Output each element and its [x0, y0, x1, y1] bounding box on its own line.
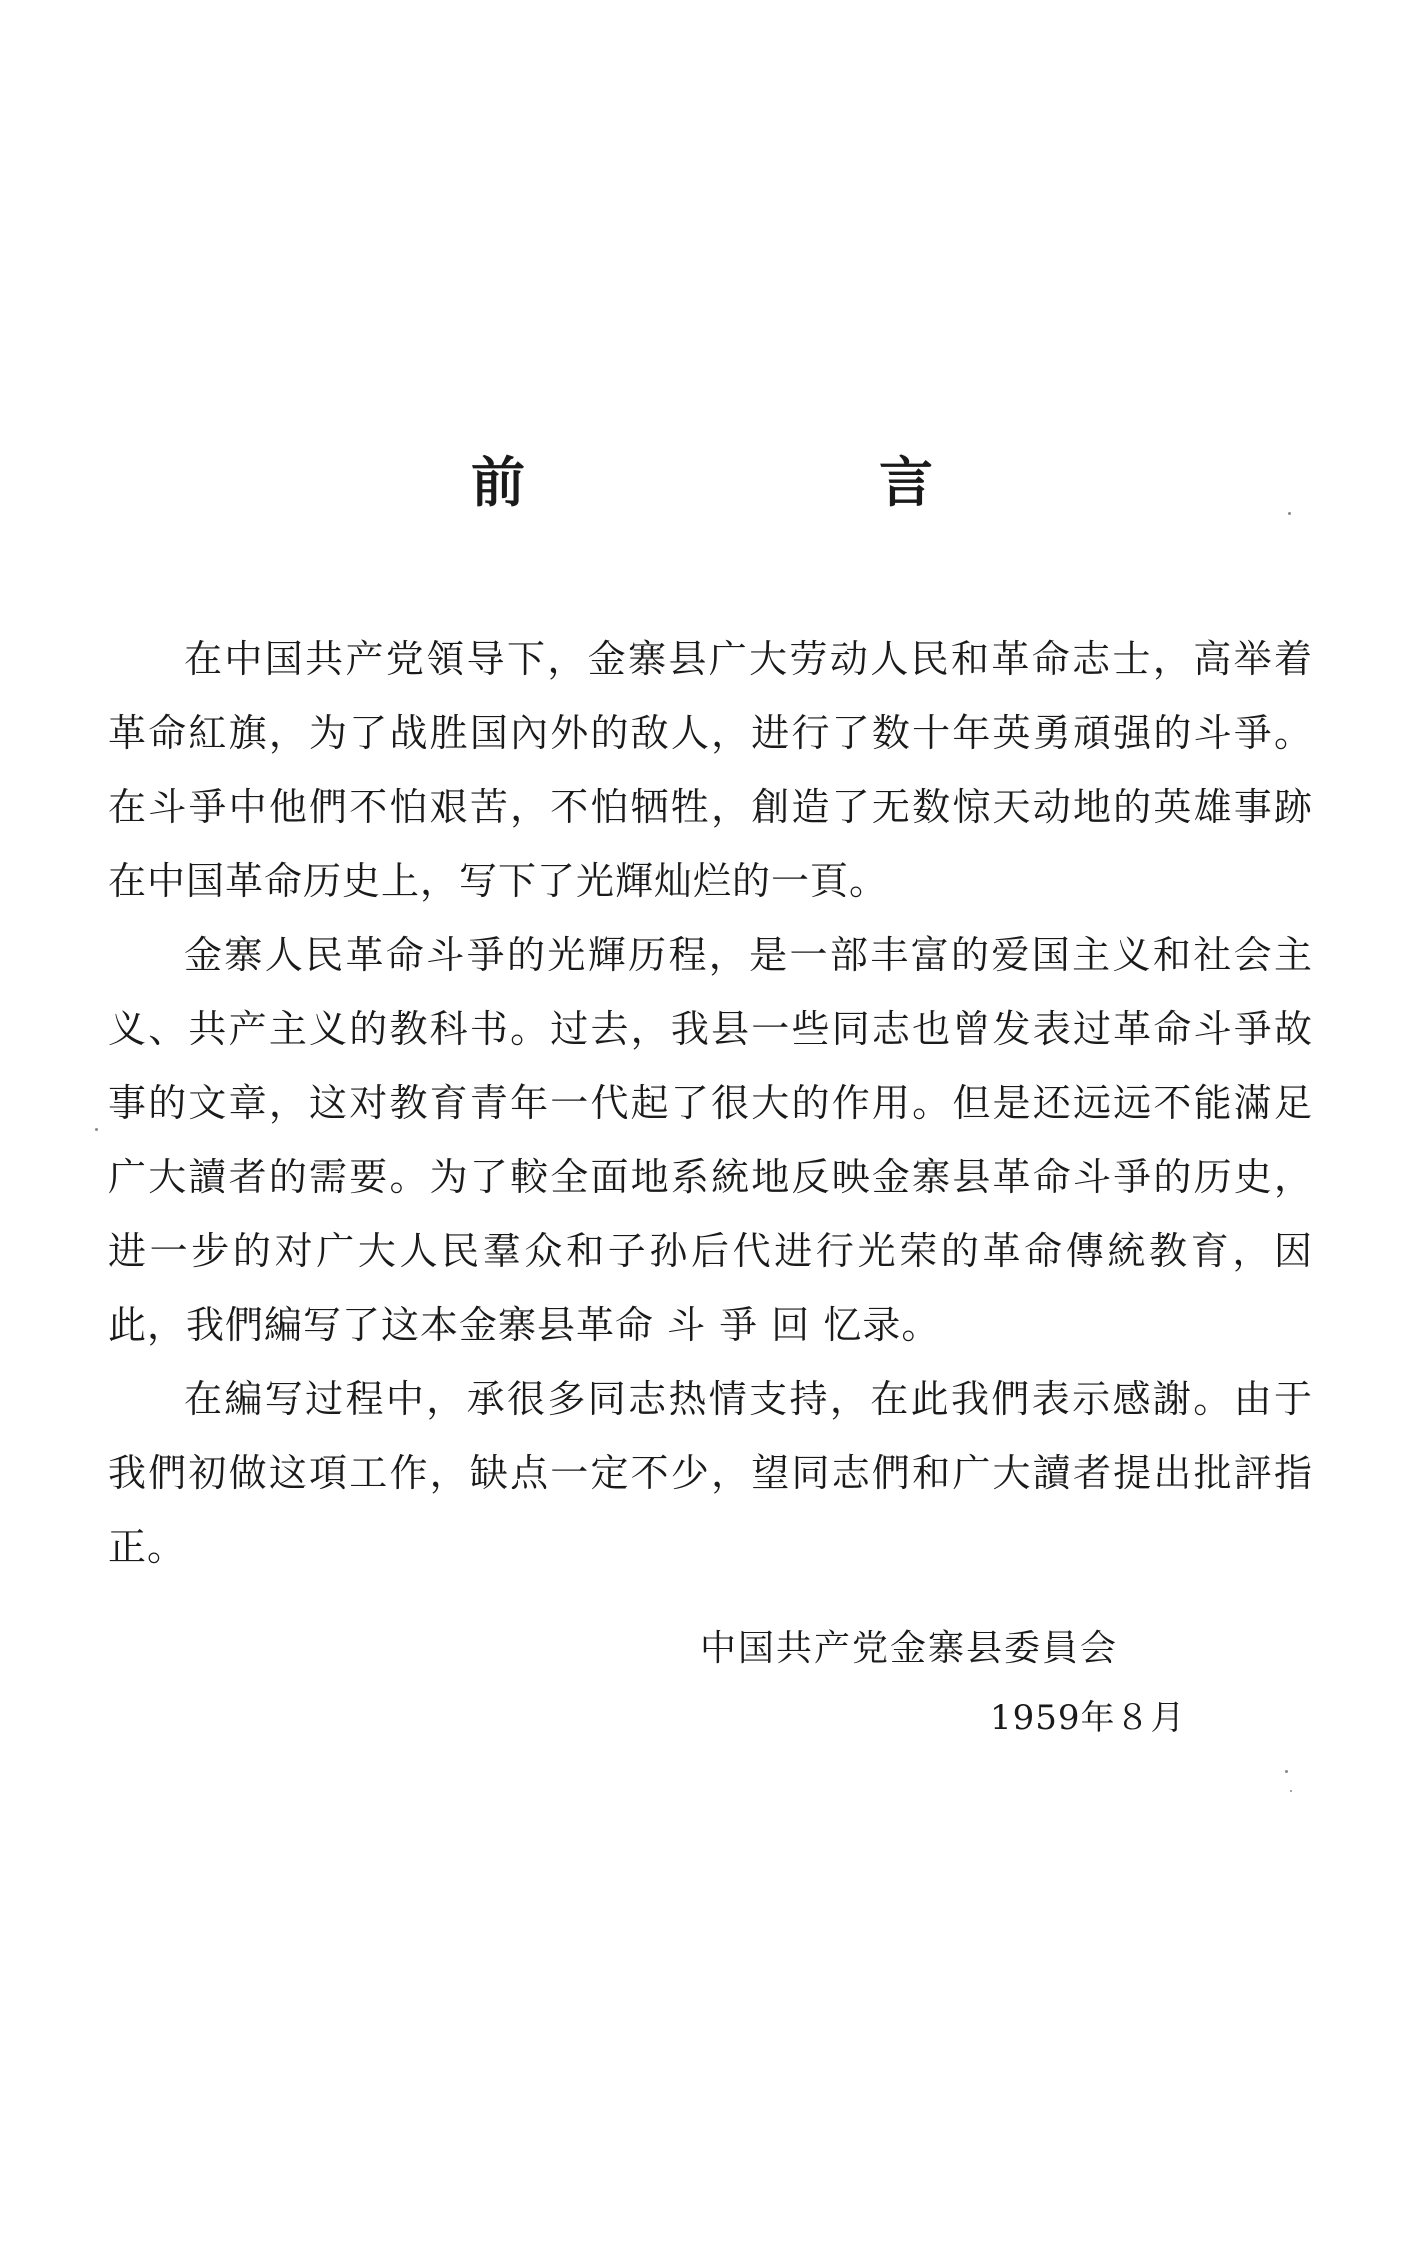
scan-speck — [1288, 512, 1291, 515]
scan-speck — [1285, 1770, 1288, 1773]
page-title: 前 言 — [471, 450, 1083, 514]
paragraph-1: 在中国共产党領导下，金寨县广大劳动人民和革命志士，高举着革命紅旗，为了战胜国內外的敌人，进行了数十年英勇頑强的斗爭。在斗爭中他們不怕艰苦，不怕牺牲，創造了无数惊天动地的英雄事跡在中国革命历史上，写下了光輝灿烂的一頁。 — [108, 637, 1313, 903]
preface-body — [108, 622, 1313, 1584]
scan-speck — [95, 1128, 98, 1131]
scan-speck — [1290, 1790, 1292, 1792]
date: 1959年８月 — [990, 1698, 1186, 1738]
paragraph-2: 金寨人民革命斗爭的光輝历程，是一部丰富的爱国主义和社会主义、共产主义的教科书。过去，我县一些同志也曾发表过革命斗爭故事的文章，这对教育青年一代起了很大的作用。但是还远远不能滿足广大讀者的需要。为了較全面地系統地反映金寨县革命斗爭的历史，进一步的对广大人民羣众和子孙后代进行光荣的革命傳統教育，因此，我們編写了这本金寨县革命 斗 爭 回 忆录。 — [108, 933, 1313, 1347]
signature: 中国共产党金寨县委員会 — [700, 1628, 1119, 1669]
paragraph-3: 在編写过程中，承很多同志热情支持，在此我們表示感謝。由于我們初做这項工作，缺点一定不少，望同志們和广大讀者提出批評指正。 — [108, 1377, 1313, 1569]
